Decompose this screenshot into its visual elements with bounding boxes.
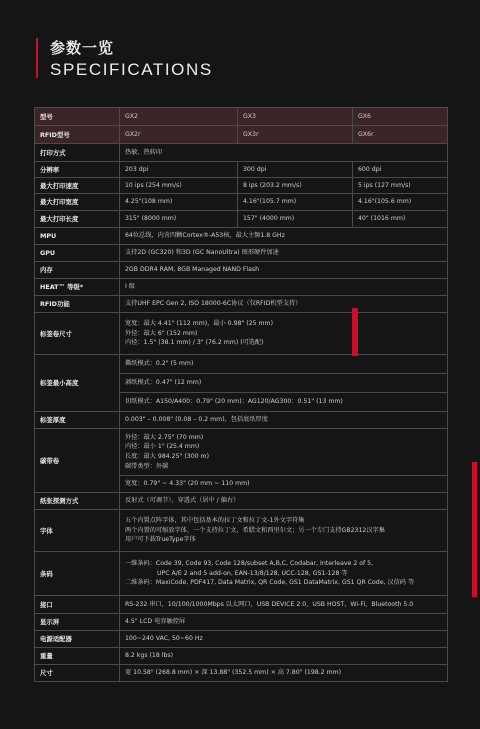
rfid-function-label: RFID功能: [35, 296, 120, 313]
table-row: [35, 429, 448, 476]
rfid-function-value: 支持UHF EPC Gen 2, ISO 18000-6C协议（仅RFID机型支持）: [120, 296, 448, 313]
min-height-label: 标签最小高度: [35, 355, 120, 412]
ribbon-value: [120, 429, 448, 476]
gpu-label: GPU: [35, 245, 120, 262]
resolution-label: 分辨率: [35, 162, 120, 178]
table-row: [35, 279, 448, 296]
model-label: 型号: [35, 108, 120, 126]
fonts-value: [120, 510, 448, 552]
sensor-label: 纸张探测方式: [35, 493, 120, 510]
min-height-peel: 剥纸模式：0.47" (12 mm): [120, 374, 448, 393]
rfid-model-gx2r: GX2r: [120, 126, 238, 144]
table-row: [35, 245, 448, 262]
fonts-line: 两个内置的可缩放字体，一个支持拉丁文、希腊文和西里尔文；另一个专门支持GB2312汉字集: [125, 526, 385, 534]
ribbon-line: 碳带类型：外碳: [125, 462, 169, 470]
dimensions-value: 宽 10.58" (268.8 mm) × 深 13.88" (352.5 mm) × 高 7.80" (198.2 mm): [120, 665, 448, 682]
table-row: [35, 262, 448, 279]
rfid-model-gx3r: GX3r: [238, 126, 353, 144]
table-row: [35, 162, 448, 178]
dimensions-label: 尺寸: [35, 665, 120, 682]
min-height-cut: 切纸模式：A150/A400：0.79" (20 mm)；AG120/AG300：0.51" (13 mm): [120, 393, 448, 412]
min-height-tear: 撕纸模式：0.2" (5 mm): [120, 355, 448, 374]
print-method-value: 热敏、热转印: [120, 144, 448, 162]
resolution-gx3: 300 dpi: [238, 162, 353, 178]
barcode-value: [120, 552, 448, 596]
fonts-line: 用户可下载TrueType字体: [125, 536, 196, 544]
weight-label: 重量: [35, 648, 120, 665]
table-row: [35, 296, 448, 313]
red-marker-ribbon: [472, 462, 477, 597]
rfid-model-label: RFID型号: [35, 126, 120, 144]
model-gx3: GX3: [238, 108, 353, 126]
table-row: [35, 178, 448, 194]
rfid-model-gx6r: GX6r: [353, 126, 448, 144]
ribbon-width: 宽度：0.79" ~ 4.33" (20 mm ~ 110 mm): [120, 476, 448, 493]
max-length-gx2: 315" (8000 mm): [120, 211, 238, 228]
specifications-table: [34, 107, 448, 682]
model-gx6: GX6: [353, 108, 448, 126]
max-speed-gx2: 10 ips (254 mm/s): [120, 178, 238, 194]
model-gx2: GX2: [120, 108, 238, 126]
power-label: 电源适配器: [35, 631, 120, 648]
power-value: 100~240 VAC, 50~60 Hz: [120, 631, 448, 648]
table-row: [35, 510, 448, 552]
page-title-cn: 参数一览: [50, 39, 115, 57]
gpu-value: 支持2D (GC320) 和3D (GC NanoUltra) 图形硬件加速: [120, 245, 448, 262]
max-width-gx6: 4.16"(105.6 mm): [353, 194, 448, 211]
resolution-gx2: 203 dpi: [120, 162, 238, 178]
label-roll-value: [120, 313, 448, 355]
memory-value: 2GB DDR4 RAM, 8GB Managed NAND Flash: [120, 262, 448, 279]
fonts-line: 五个内置点阵字体，其中包括基本的拉丁文和拉丁文-1外文字符集: [125, 516, 305, 524]
max-width-gx2: 4.25"(108 mm): [120, 194, 238, 211]
label-roll-label: 标签卷尺寸: [35, 313, 120, 355]
table-row: [35, 596, 448, 614]
table-row: [35, 412, 448, 429]
table-row: [35, 614, 448, 631]
interface-value: RS-232 串口，10/100/1000Mbps 以太网口，USB DEVICE 2.0，USB HOST，Wi-Fi，Bluetooth 5.0: [120, 596, 448, 614]
barcode-label: 条码: [35, 552, 120, 596]
thickness-value: 0.003" – 0.008" (0.08 – 0.2 mm)，包括底纸厚度: [120, 412, 448, 429]
table-row: [35, 355, 448, 374]
mpu-label: MPU: [35, 228, 120, 245]
table-row: [35, 665, 448, 682]
table-row: [35, 194, 448, 211]
max-width-label: 最大打印宽度: [35, 194, 120, 211]
thickness-label: 标签厚度: [35, 412, 120, 429]
max-width-gx3: 4.16"(105.7 mm): [238, 194, 353, 211]
table-row: [35, 126, 448, 144]
table-row: [35, 144, 448, 162]
resolution-gx6: 600 dpi: [353, 162, 448, 178]
label-roll-line: 外径：最大 6" (152 mm): [125, 329, 198, 337]
display-label: 显示屏: [35, 614, 120, 631]
ribbon-label: 碳带卷: [35, 429, 120, 493]
max-speed-gx3: 8 ips (203.2 mm/s): [238, 178, 353, 194]
table-row: [35, 552, 448, 596]
sensor-value: 反射式（可调节），穿透式（居中 / 偏右）: [120, 493, 448, 510]
barcode-line: 二维条码：MaxiCode, PDF417, Data Matrix, QR Code, GS1 DataMatrix, GS1 QR Code, 汉信码 等: [125, 579, 415, 587]
table-row: [35, 648, 448, 665]
print-method-label: 打印方式: [35, 144, 120, 162]
ribbon-line: 内径：最小 1" (25.4 mm): [125, 443, 200, 451]
red-marker-label-roll: [352, 308, 358, 356]
table-row: [35, 211, 448, 228]
max-speed-label: 最大打印速度: [35, 178, 120, 194]
max-length-label: 最大打印长度: [35, 211, 120, 228]
table-row: [35, 493, 448, 510]
display-value: 4.5" LCD 电容触控屏: [120, 614, 448, 631]
barcode-line: UPC A/E 2 and 5 add-on, EAN-13/8/128, UCC-128, GS1-128 等: [157, 569, 348, 577]
weight-value: 8.2 kgs (18 lbs): [120, 648, 448, 665]
heat-label: HEAT™ 等级*: [35, 279, 120, 296]
mpu-value: 64位总线，内含四颗Cortex®-A53核，最大主频1.8 GHz: [120, 228, 448, 245]
table-row: [35, 108, 448, 126]
ribbon-line: 长度：最大 984.25" (300 m): [125, 453, 209, 460]
ribbon-line: 外径：最大 2.75" (70 mm): [125, 433, 204, 441]
heat-value: I 级: [120, 279, 448, 296]
table-row: [35, 631, 448, 648]
interface-label: 接口: [35, 596, 120, 614]
label-roll-line: 内径：1.5" (38.1 mm) / 3" (76.2 mm) (可选配): [125, 339, 264, 347]
page-title-en: SPECIFICATIONS: [50, 60, 213, 79]
max-speed-gx6: 5 ips (127 mm/s): [353, 178, 448, 194]
max-length-gx3: 157" (4000 mm): [238, 211, 353, 228]
memory-label: 内存: [35, 262, 120, 279]
table-row: [35, 228, 448, 245]
barcode-line: 一维条码：Code 39, Code 93, Code 128/subset A,B,C, Codabar, Interleave 2 of 5,: [125, 559, 374, 567]
table-row: [35, 313, 448, 355]
label-roll-line: 宽度：最大 4.41" (112 mm)，最小 0.98" (25 mm): [125, 319, 273, 327]
title-accent-bar: [36, 38, 38, 78]
max-length-gx6: 40" (1016 mm): [353, 211, 448, 228]
fonts-label: 字体: [35, 510, 120, 552]
